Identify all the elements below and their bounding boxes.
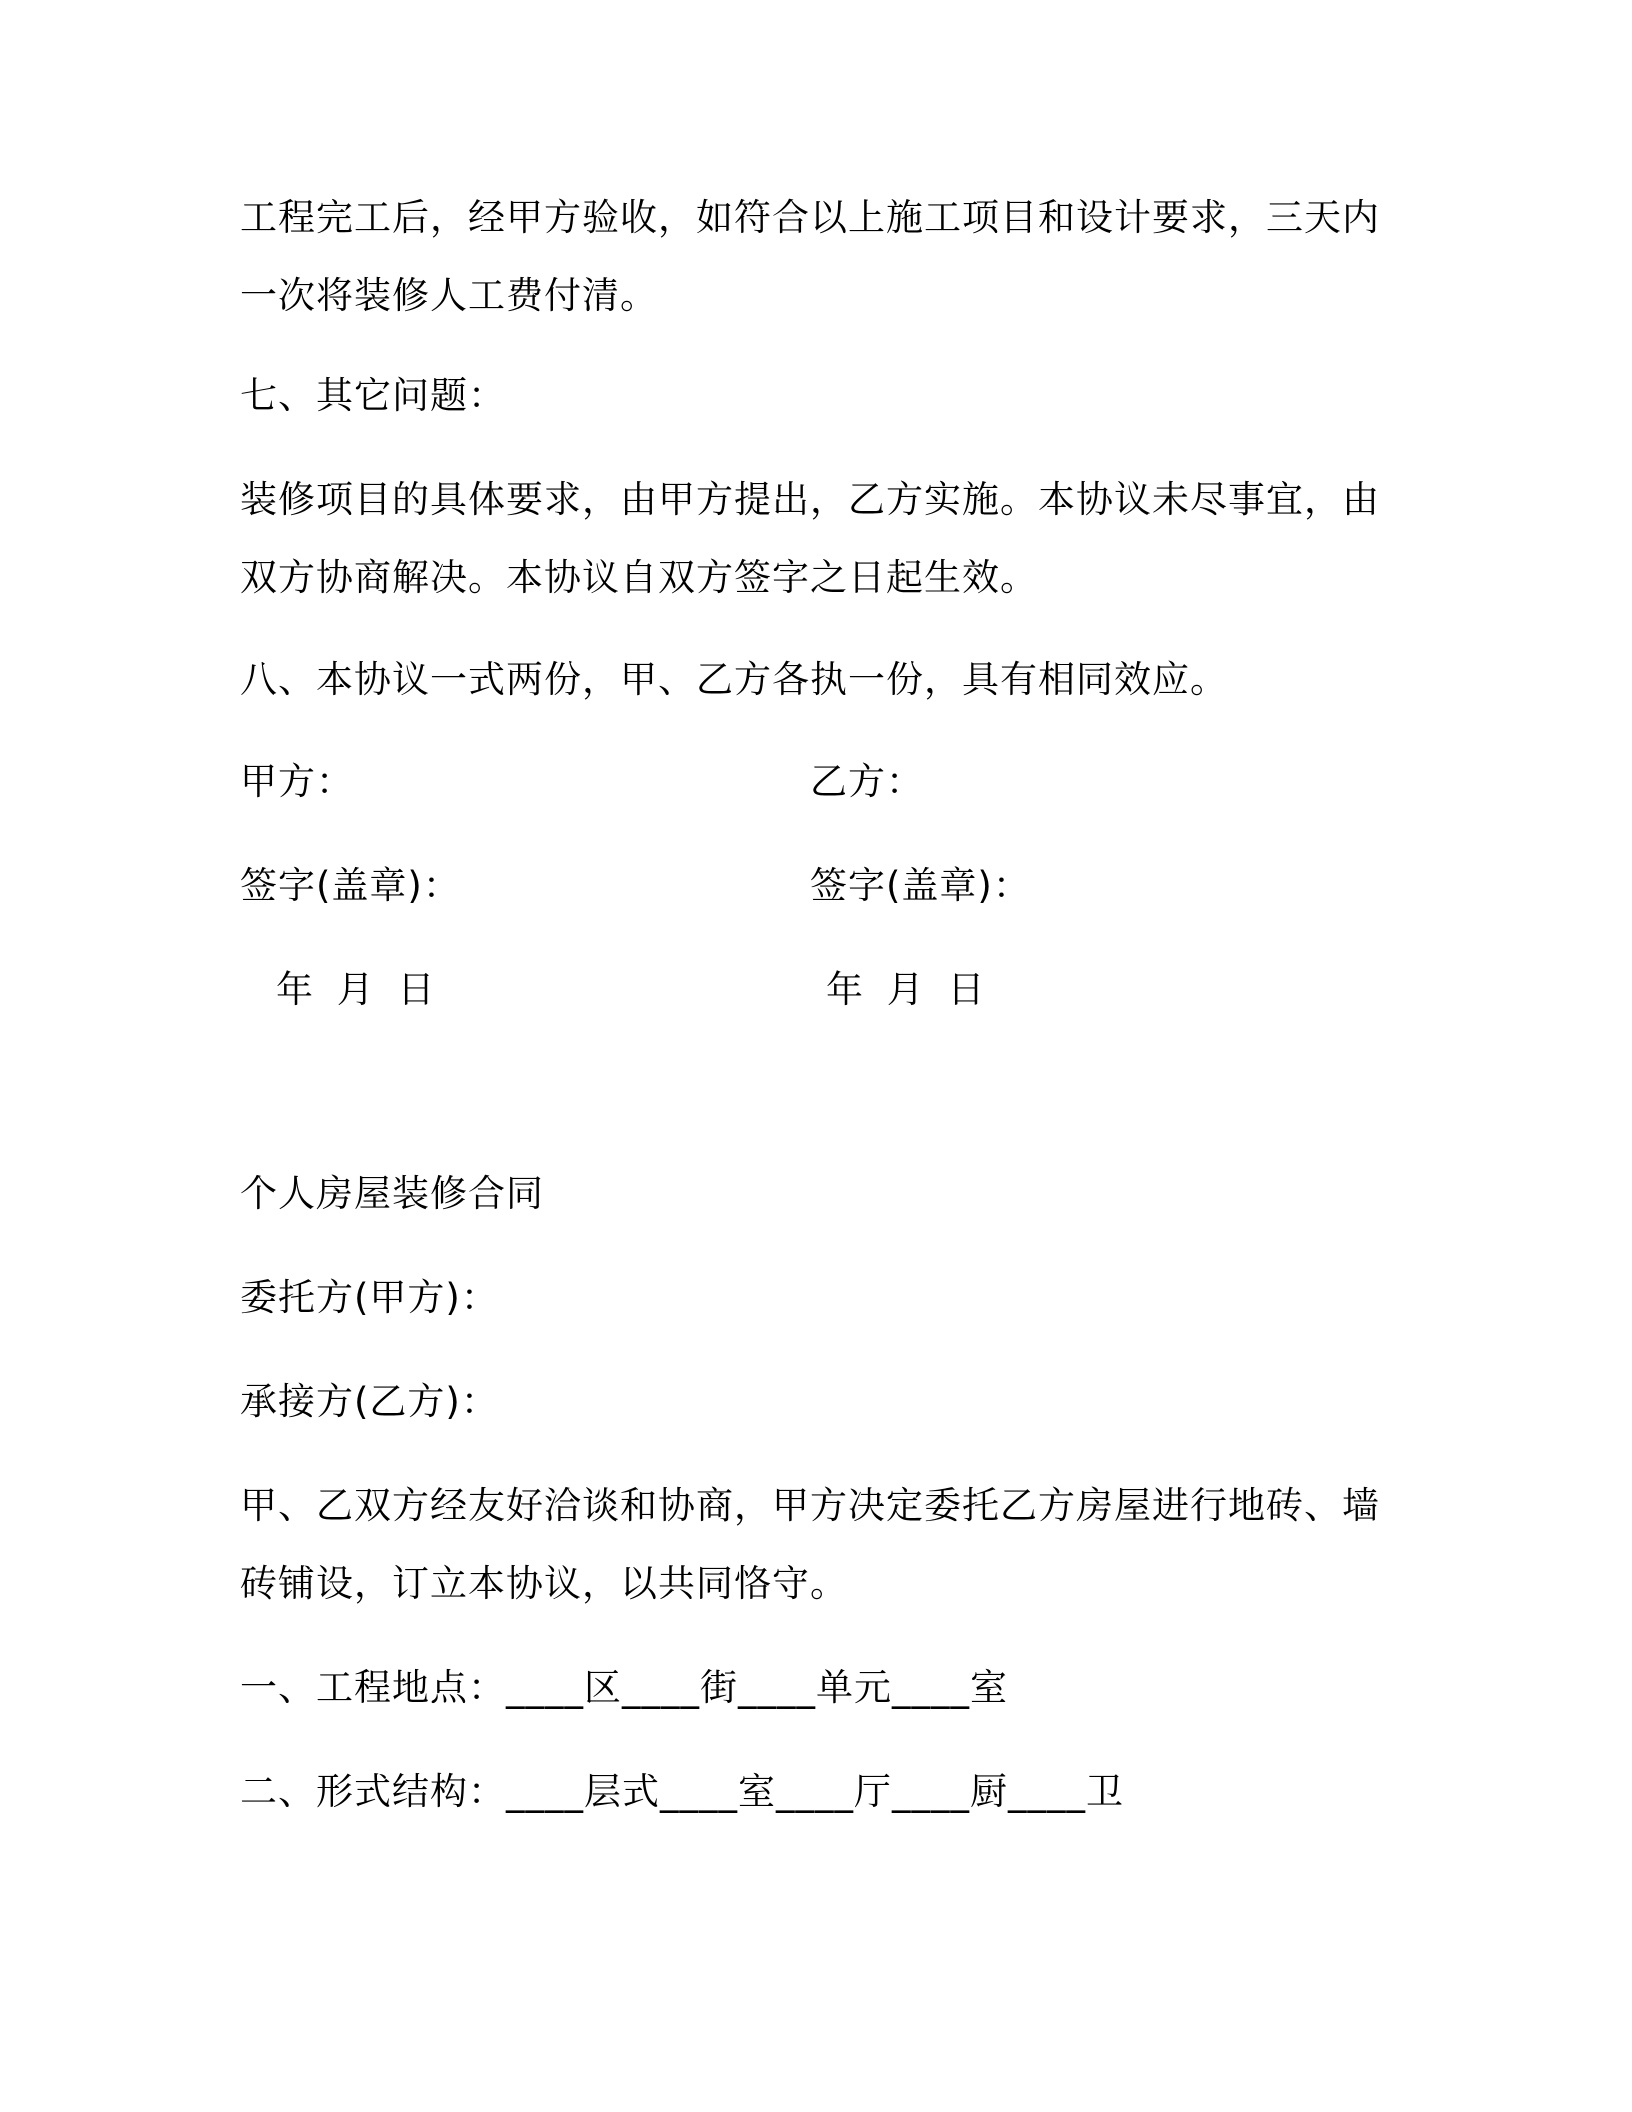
party-a-label: 甲方： <box>240 760 354 803</box>
item-1-project-location: 一、工程地点：____区____街____单元____室 <box>240 1666 1008 1709</box>
section-7-line-1: 装修项目的具体要求，由甲方提出，乙方实施。本协议未尽事宜，由 <box>240 478 1380 521</box>
party-a-date: 年 月 日 <box>276 968 441 1011</box>
party-b-date: 年 月 日 <box>826 968 991 1011</box>
contract-title: 个人房屋装修合同 <box>240 1172 544 1215</box>
completion-clause-line-1: 工程完工后，经甲方验收，如符合以上施工项目和设计要求，三天内 <box>240 196 1380 239</box>
client-party: 委托方(甲方)： <box>240 1276 499 1319</box>
section-7-heading: 七、其它问题： <box>240 374 506 417</box>
intro-line-1: 甲、乙双方经友好洽谈和协商，甲方决定委托乙方房屋进行地砖、墙 <box>240 1484 1380 1527</box>
party-b-signature: 签字(盖章)： <box>810 864 1031 907</box>
intro-line-2: 砖铺设，订立本协议，以共同恪守。 <box>240 1562 848 1605</box>
contractor-party: 承接方(乙方)： <box>240 1380 499 1423</box>
party-a-signature: 签字(盖章)： <box>240 864 461 907</box>
section-8: 八、本协议一式两份，甲、乙方各执一份，具有相同效应。 <box>240 658 1228 701</box>
completion-clause-line-2: 一次将装修人工费付清。 <box>240 274 658 317</box>
item-2-structure: 二、形式结构：____层式____室____厅____厨____卫 <box>240 1770 1124 1813</box>
section-7-line-2: 双方协商解决。本协议自双方签字之日起生效。 <box>240 556 1038 599</box>
party-b-label: 乙方： <box>810 760 924 803</box>
